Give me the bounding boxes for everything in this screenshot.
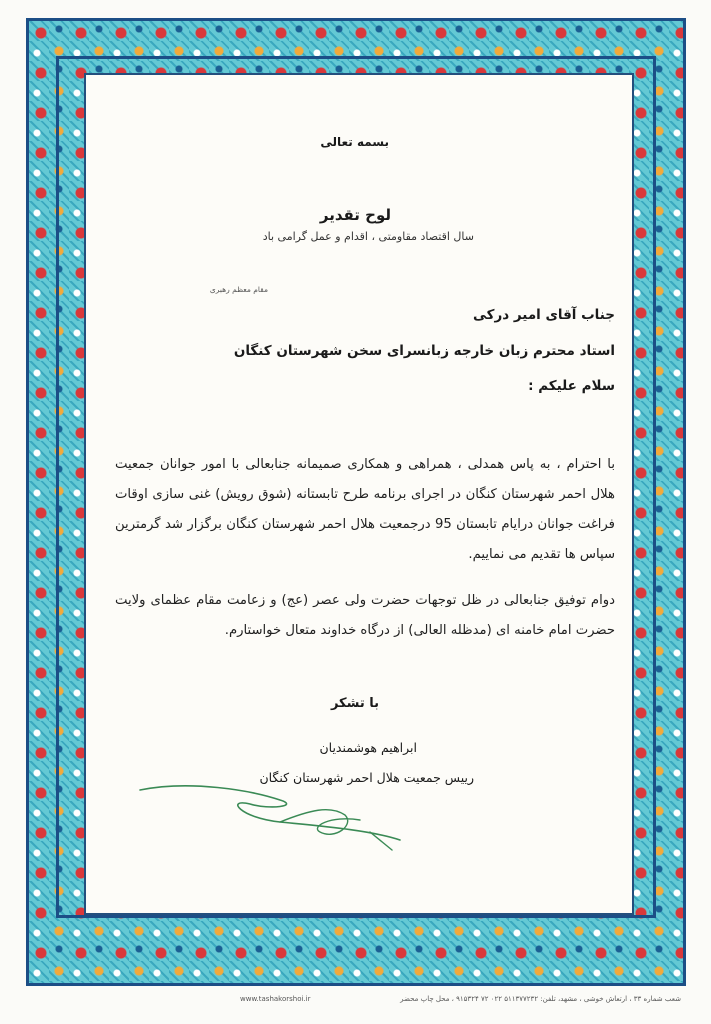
signature-scribble [130,770,410,860]
signer-name: ابراهیم هوشمندیان [319,740,417,755]
footer-contact-info: شعب شماره ۳۳ ، ارتعاش خوشی ، مشهد، تلفن: ۵۱۱۳۷۷۲۳۲ ۰۲۲ ۷۲ ۹۱۵۳۲۴ ، محل چاپ محضر [400,995,681,1003]
certificate-title: لوح تقدیر [319,206,391,224]
motto-source: مقام معظم رهبری [209,285,268,294]
recipient-title: استاد محترم زبان خارجه زبانسرای سخن شهرستان کنگان [233,343,615,359]
footer-website: www.tashakorshoi.ir [240,995,311,1003]
signer-title: رییس جمعیت هلال احمر شهرستان کنگان [259,770,474,785]
closing-thanks: با تشکر [330,696,379,711]
body-paragraph-2: دوام توفیق جنابعالی در ظل توجهات حضرت ولی عصر (عج) و زعامت مقام عظمای ولایت حضرت امام خامنه ای (مدظله العالی) از درگاه خداوند متعال خواستارم. [115,593,615,638]
greeting: سلام علیکم : [528,378,615,394]
year-motto: سال اقتصاد مقاومتی ، اقدام و عمل گرامی باد [262,230,474,243]
recipient-name: جناب آقای امیر درکی [473,307,615,323]
invocation-text: بسمه تعالی [320,135,389,149]
body-paragraph-1: با احترام ، به پاس همدلی ، همراهی و همکاری صمیمانه جنابعالی با امور جوانان جمعیت هلال احمر شهرستان کنگان در اجرای برنامه طرح تابستانه (شوق رویش) غنی سازی اوقات فراغت جوانان درایام تابستان 95 درجمعیت هلال احمر شهرستان کنگان برگزار شد گرمترین سپاس ها تقدیم می نماییم. [115,457,615,562]
